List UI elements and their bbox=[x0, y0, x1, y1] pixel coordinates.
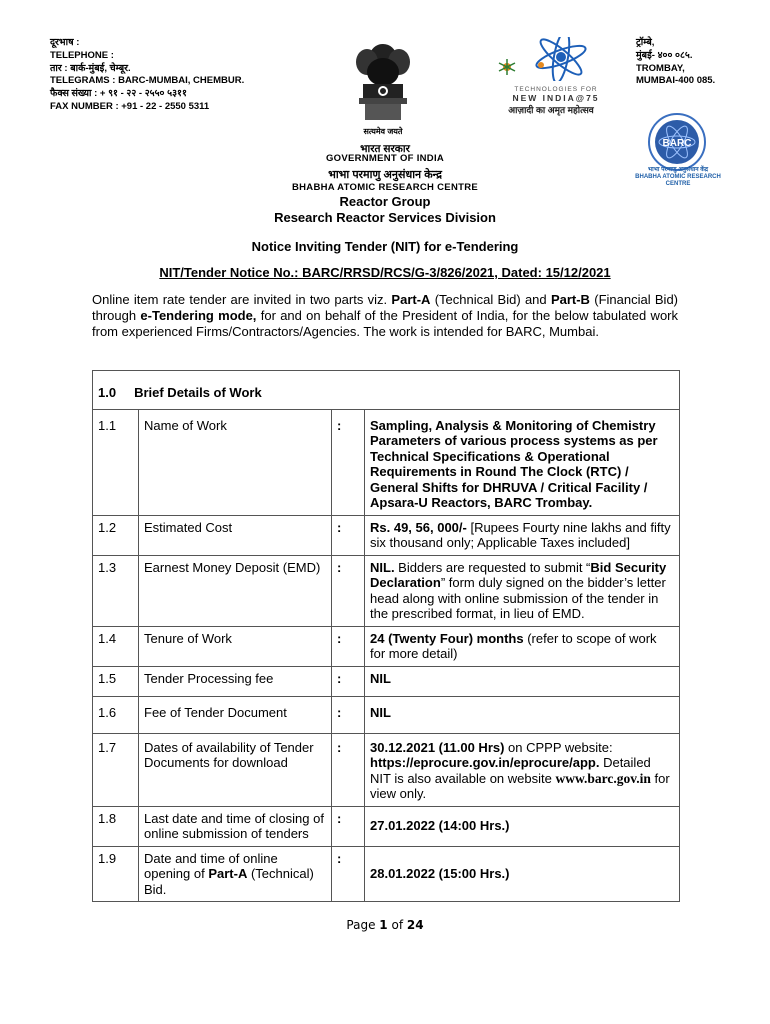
header-line-fax-en: FAX NUMBER : +91 - 22 - 2550 5311 bbox=[50, 100, 210, 112]
row-number: 1.2 bbox=[93, 515, 139, 555]
address-line-2: मुंबई- ४०० ०८५. bbox=[636, 49, 693, 61]
intro-part-a: Part-A bbox=[391, 292, 431, 307]
row-value bbox=[365, 626, 680, 666]
header-line-telephone-en: TELEPHONE : bbox=[50, 49, 114, 61]
footer-current-page: 1 bbox=[379, 918, 388, 932]
row-colon: : bbox=[332, 733, 365, 806]
header-contact-block bbox=[50, 37, 244, 114]
row-value: 28.01.2022 (15:00 Hrs.) bbox=[365, 846, 680, 902]
intro-text-3: (Financial Bid) through bbox=[92, 292, 679, 323]
row-label-text-1: Date and time of online opening of bbox=[144, 850, 278, 881]
row-value-text-1: Bidders are requested to submit “ bbox=[394, 559, 591, 575]
row-number: 1.8 bbox=[93, 806, 139, 846]
row-value bbox=[365, 733, 680, 806]
intro-text-2: (Technical Bid) and bbox=[430, 292, 551, 307]
group-title: Reactor Group bbox=[339, 194, 431, 209]
row-label bbox=[139, 846, 332, 902]
tech-logo-line2: NEW INDIA@75 bbox=[512, 93, 600, 103]
barc-caption-hi: भाभा परमाणु अनुसंधान केंद्र bbox=[647, 167, 709, 173]
row-value: 27.01.2022 (14:00 Hrs.) bbox=[365, 806, 680, 846]
section-number: 1.0 bbox=[98, 385, 117, 400]
section-header-row bbox=[93, 371, 680, 410]
intro-text-4: for and on behalf of the President of India, for the below tabulated work from experienced Firms/Contractors/Agencies. The work is intended for BARC, Mumbai. bbox=[92, 308, 679, 339]
division-title: Research Reactor Services Division bbox=[274, 210, 496, 225]
table-row bbox=[93, 409, 680, 515]
row-number: 1.5 bbox=[93, 666, 139, 697]
row-value-text-2: Detailed NIT is also available on website bbox=[370, 755, 651, 786]
row-label: Estimated Cost bbox=[139, 515, 332, 555]
row-value-rest: (refer to scope of work for more detail) bbox=[370, 630, 657, 661]
table-row bbox=[93, 806, 680, 846]
row-colon: : bbox=[332, 666, 365, 697]
row-label: Earnest Money Deposit (EMD) bbox=[139, 555, 332, 626]
header-line-telegram-hi: तार : बार्क-मुंबई, चेम्बूर. bbox=[50, 62, 131, 74]
row-colon: : bbox=[332, 555, 365, 626]
table-row bbox=[93, 555, 680, 626]
footer-page-label: Page bbox=[346, 918, 380, 932]
row-value-bold: Rs. 49, 56, 000/- bbox=[370, 519, 467, 535]
table-row bbox=[93, 666, 680, 697]
footer-of: of bbox=[387, 918, 407, 932]
row-value: NIL bbox=[365, 666, 680, 697]
gov-title-en: GOVERNMENT OF INDIA bbox=[325, 153, 445, 164]
row-label: Fee of Tender Document bbox=[139, 697, 332, 734]
centre-title-en: BHABHA ATOMIC RESEARCH CENTRE bbox=[291, 182, 479, 193]
row-value-rest: [Rupees Fourty nine lakhs and fifty six thousand only; Applicable Taxes included] bbox=[370, 519, 671, 550]
row-value-text-1: on CPPP website: bbox=[504, 739, 613, 755]
row-value-text-3: for view only. bbox=[370, 770, 670, 801]
barc-caption-en: BHABHA ATOMIC RESEARCH CENTRE bbox=[635, 174, 721, 187]
intro-text-1: Online item rate tender are invited in two parts viz. bbox=[92, 292, 392, 307]
row-number: 1.4 bbox=[93, 626, 139, 666]
row-value-bold-1: NIL. bbox=[370, 559, 395, 575]
notice-title: Notice Inviting Tender (NIT) for e-Tendering bbox=[251, 239, 519, 254]
row-colon: : bbox=[332, 409, 365, 515]
intro-mode: e-Tendering mode, bbox=[140, 308, 257, 323]
atom-icon bbox=[495, 37, 607, 81]
emblem-motto: सत्यमेव जयते bbox=[363, 127, 403, 136]
row-value: NIL bbox=[365, 697, 680, 734]
table-row bbox=[93, 626, 680, 666]
row-number: 1.9 bbox=[93, 846, 139, 902]
table-row bbox=[93, 515, 680, 555]
row-value bbox=[365, 555, 680, 626]
header-address-block bbox=[636, 37, 715, 88]
gov-title-hi: भारत सरकार bbox=[360, 143, 410, 155]
address-line-3: TROMBAY, bbox=[636, 62, 685, 74]
technologies-new-india-logo bbox=[495, 37, 607, 116]
header-line-telephone-hi: दूरभाष : bbox=[50, 37, 80, 48]
row-value bbox=[365, 515, 680, 555]
row-number: 1.1 bbox=[93, 409, 139, 515]
page-footer bbox=[0, 918, 770, 932]
work-details-table bbox=[92, 370, 680, 902]
row-label: Last date and time of closing of online submission of tenders bbox=[139, 806, 332, 846]
intro-paragraph bbox=[92, 292, 678, 340]
table-row bbox=[93, 697, 680, 734]
national-emblem-icon bbox=[345, 38, 421, 130]
row-label: Dates of availability of Tender Documents for download bbox=[139, 733, 332, 806]
row-label-bold: Part-A bbox=[208, 866, 248, 881]
intro-part-b: Part-B bbox=[550, 292, 590, 307]
row-label: Tender Processing fee bbox=[139, 666, 332, 697]
row-label: Tenure of Work bbox=[139, 626, 332, 666]
footer-total-pages: 24 bbox=[406, 918, 424, 932]
address-line-1: ट्रॉम्बे, bbox=[636, 37, 655, 48]
row-label-text-2: (Technical) Bid. bbox=[144, 866, 314, 897]
row-number: 1.7 bbox=[93, 733, 139, 806]
section-title: Brief Details of Work bbox=[134, 385, 262, 400]
row-colon: : bbox=[332, 697, 365, 734]
table-row bbox=[93, 733, 680, 806]
row-number: 1.3 bbox=[93, 555, 139, 626]
section-header-cell bbox=[93, 371, 680, 410]
row-value-text-2: ” form duly signed on the bidder’s letter head along with online submission of the tender in the prescribed format, in lieu of EMD. bbox=[370, 575, 666, 621]
row-value-bold-2: Bid Security Declaration bbox=[370, 559, 667, 590]
header-line-telegram-en: TELEGRAMS : BARC-MUMBAI, CHEMBUR. bbox=[50, 75, 245, 87]
header-line-fax-hi: फैक्स संख्या : + ९१ - २२ - २५५० ५३११ bbox=[50, 88, 187, 100]
row-number: 1.6 bbox=[93, 697, 139, 734]
row-colon: : bbox=[332, 806, 365, 846]
table-row bbox=[93, 846, 680, 902]
notice-number-text: NIT/Tender Notice No.: BARC/RRSD/RCS/G-3/826/2021, Dated: 15/12/2021 bbox=[159, 265, 611, 280]
row-value: Sampling, Analysis & Monitoring of Chemistry Parameters of various process systems as per Technical Specifications & Operational Requirements in Round The Clock (RTC) / General Shifts for DHRUVA / Critical Facility / Apsara-U Reactors, BARC Trombay. bbox=[365, 409, 680, 515]
tech-logo-line1: TECHNOLOGIES FOR bbox=[514, 86, 598, 93]
row-value-bold: 24 (Twenty Four) months bbox=[370, 630, 524, 646]
row-colon: : bbox=[332, 626, 365, 666]
row-colon: : bbox=[332, 515, 365, 555]
row-colon: : bbox=[332, 846, 365, 902]
barc-logo-text: BARC bbox=[662, 138, 692, 149]
notice-number bbox=[0, 265, 770, 280]
barc-website-link[interactable]: www.barc.gov.in bbox=[555, 770, 651, 786]
row-value-bold-1: 30.12.2021 (11.00 Hrs) bbox=[370, 739, 505, 755]
cppp-link[interactable]: https://eprocure.gov.in/eprocure/app. bbox=[370, 755, 600, 770]
tech-logo-line3: आज़ादी का अमृत महोत्सव bbox=[508, 105, 594, 115]
address-line-4: MUMBAI-400 085. bbox=[636, 75, 716, 87]
row-label: Name of Work bbox=[139, 409, 332, 515]
centre-title-hi: भाभा परमाणु अनुसंधान केन्द्र bbox=[328, 169, 442, 181]
